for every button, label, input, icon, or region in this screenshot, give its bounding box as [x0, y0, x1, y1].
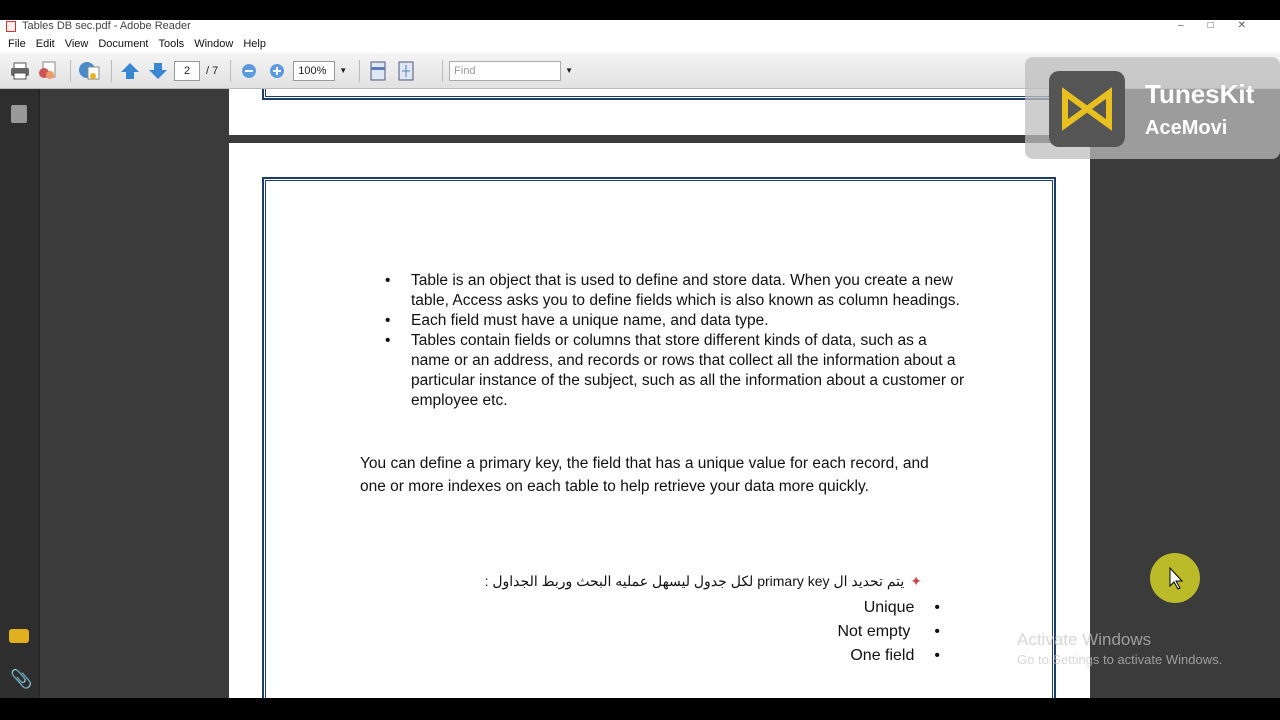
bullet-item: • Table is an object that is used to define and store data. When you create a new table, Access asks you to define fields which is also known as column headings. [385, 271, 965, 311]
previous-page-icon[interactable] [118, 59, 142, 83]
find-input[interactable]: Find [449, 61, 561, 81]
list-item-text: Unique [863, 599, 915, 616]
list-item-text: One field [850, 647, 915, 664]
menu-window[interactable]: Window [194, 37, 234, 50]
next-page-icon[interactable] [146, 59, 170, 83]
collaborate-icon[interactable] [36, 59, 60, 83]
primary-key-paragraph: You can define a primary key, the field that has a unique value for each record, and one or more indexes on each table to help retrieve your data more quickly. [360, 455, 929, 495]
bullet: • [934, 647, 940, 664]
page-number-input[interactable]: 2 [174, 61, 200, 81]
page-total: / 7 [206, 64, 219, 77]
list-item [837, 644, 940, 668]
web-sign-icon[interactable] [77, 59, 101, 83]
arabic-heading [485, 573, 922, 590]
activate-windows-notice [1017, 630, 1222, 667]
page-border [263, 89, 1055, 99]
chevron-down-icon[interactable]: ▼ [339, 66, 348, 75]
bullet-list [385, 271, 965, 411]
bullet: • [934, 623, 940, 640]
activate-subtitle: Go to Settings to activate Windows. [1017, 652, 1223, 667]
menu-help[interactable]: Help [243, 37, 266, 50]
separator [442, 60, 443, 82]
comments-icon[interactable] [9, 629, 29, 643]
menu-edit[interactable]: Edit [35, 37, 55, 50]
pages-icon[interactable] [11, 105, 27, 123]
watermark-brand: TunesKit [1145, 79, 1255, 109]
bullet: • [934, 599, 940, 616]
menu-file[interactable]: File [8, 37, 26, 50]
cursor-highlight [1150, 553, 1200, 603]
bullet-star-icon: ✦ [910, 573, 922, 589]
document-area[interactable] [40, 89, 1280, 698]
window-controls[interactable]: –□✕ [1178, 20, 1270, 31]
menu-bar [0, 34, 1280, 53]
zoom-level-select[interactable]: 100% [293, 61, 335, 81]
chevron-down-icon[interactable]: ▼ [565, 66, 574, 75]
zoom-out-icon[interactable] [237, 59, 261, 83]
tuneskit-logo-icon [1049, 71, 1125, 147]
attachment-icon[interactable]: 📎 [10, 669, 33, 689]
fit-page-icon[interactable] [394, 59, 418, 83]
navigation-panel [0, 89, 40, 698]
list-item-text: Not empty [837, 623, 911, 640]
separator [111, 60, 112, 82]
activate-title: Activate Windows [1017, 630, 1152, 649]
separator [359, 60, 360, 82]
menu-document[interactable]: Document [98, 37, 149, 50]
menu-tools[interactable]: Tools [158, 37, 185, 50]
bullet-item: • Each field must have a unique name, and data type. [385, 311, 965, 331]
pk-requirements-list [837, 596, 940, 668]
watermark [1025, 57, 1280, 159]
list-item [837, 620, 940, 644]
window-title: Tables DB sec.pdf - Adobe Reader [22, 20, 191, 32]
pdf-page-1 [229, 89, 1090, 135]
watermark-product: AceMovi [1145, 117, 1228, 139]
separator [230, 60, 231, 82]
separator [70, 60, 71, 82]
pdf-page-2 [229, 143, 1090, 698]
pdf-icon [6, 21, 16, 32]
title-bar [0, 20, 1280, 34]
list-item [837, 596, 940, 620]
menu-view[interactable]: View [64, 37, 89, 50]
fit-width-icon[interactable] [366, 59, 390, 83]
bullet-item: • Tables contain fields or columns that store different kinds of data, such as a name or an address, and records or rows that collect all the information about a particular instance of the subject, such as all the information about a customer or employee etc. [385, 331, 965, 411]
print-icon[interactable] [8, 59, 32, 83]
arabic-text: يتم تحديد ال primary key لكل جدول ليسهل عمليه البحث وربط الجداول : [484, 573, 905, 589]
zoom-in-icon[interactable] [265, 59, 289, 83]
